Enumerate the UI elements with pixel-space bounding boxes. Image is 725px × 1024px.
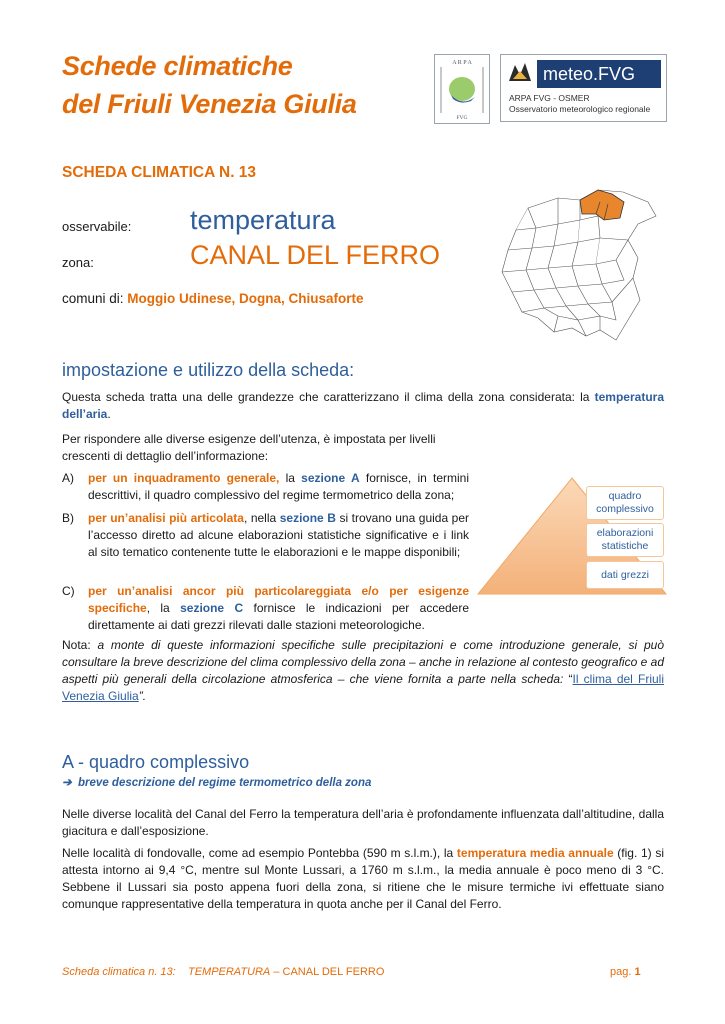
page-label: pag. xyxy=(610,966,635,978)
list-item xyxy=(62,583,469,634)
p2-highlight: temperatura media annuale xyxy=(456,846,614,860)
footer-title xyxy=(62,966,384,978)
zone-label: zona: xyxy=(62,255,94,270)
list-rest: si trovano una guida per l’accesso diretto ad alcune elaborazioni statistiche significative e i link al sito tematico contenente tutte le elaborazioni e le mappe disponibili; xyxy=(88,511,470,559)
scheda-number: SCHEDA CLIMATICA N. 13 xyxy=(62,164,257,181)
meteo-line-1: ARPA FVG - OSMER xyxy=(509,93,590,103)
comuni-line xyxy=(62,291,364,306)
comuni-label: comuni di: xyxy=(62,291,124,306)
list-item xyxy=(62,470,469,504)
section-a-paragraph-2 xyxy=(62,845,664,913)
title-line-1: Schede climatiche xyxy=(62,51,293,81)
list-mid: , la xyxy=(146,601,181,615)
footer-part-3: – CANAL DEL FERRO xyxy=(270,966,385,978)
arpa-letters: A R P A xyxy=(452,60,472,66)
page-number: 1 xyxy=(634,966,641,978)
pyramid-level-2: elaborazioni statistiche xyxy=(586,523,664,557)
list-lead: per un’analisi ancor più particolareggiata e/o per esigenze specifiche xyxy=(88,584,469,615)
list-rest: fornisce, in termini descrittivi, il quadro complessivo del regime termometrico della zona; xyxy=(88,471,470,502)
note-paragraph xyxy=(62,637,664,705)
meteo-line-2: Osservatorio meteorologico regionale xyxy=(509,104,651,114)
note-quote-close: ”. xyxy=(138,689,147,703)
list-item xyxy=(62,510,469,561)
section-a-subheading xyxy=(62,775,371,789)
list-mid: la xyxy=(279,471,302,485)
clima-fvg-link[interactable]: Il clima del Friuli Venezia Giulia xyxy=(62,672,665,703)
note-text: a monte di queste informazioni specifiche sulle precipitazioni e come introduzione generale, si può consultare la breve descrizione del clima complessivo della zona – anche in relazione al contesto geografico e ad aspetti più generali della circolazione atmosferica – che viene fornita a parte nella scheda: xyxy=(62,638,664,686)
note-quote-open: “ xyxy=(568,672,573,686)
list-mid: , nella xyxy=(243,511,280,525)
pyramid-level-3: dati grezzi xyxy=(586,561,664,589)
intro-highlight: temperatura dell’aria xyxy=(62,390,664,421)
page-title xyxy=(62,47,357,123)
arrow-right-icon: ➔ xyxy=(62,777,79,789)
section-a-subheading-text: breve descrizione del regime termometrico della zona xyxy=(78,777,372,789)
list-section: sezione C xyxy=(180,601,244,615)
intro-end: . xyxy=(107,407,111,421)
arpa-logo xyxy=(434,54,490,124)
list-lead: per un’analisi più articolata xyxy=(88,511,244,525)
observable-value: temperatura xyxy=(190,205,336,235)
comuni-value: Moggio Udinese, Dogna, Chiusaforte xyxy=(127,291,364,306)
list-section: sezione A xyxy=(301,471,360,485)
arpa-emblem-icon xyxy=(435,55,489,123)
region-map xyxy=(488,180,663,344)
region-map-icon xyxy=(488,180,663,344)
zone-value: CANAL DEL FERRO xyxy=(190,240,441,270)
p2-end: (fig. 1) si attesta intorno ai 9,4 °C, mentre sul Monte Lussari, a 1760 m s.l.m., la media annuale è poco meno di 3 °C. Sebbene il Lussari sia posto appena fuori della zona, si ritiene che le misure termiche ivi effettuate siano comunque rappresentative della temperatura in quota anche per il Canal del Ferro. xyxy=(62,846,664,911)
p2-start: Nelle località di fondovalle, come ad esempio Pontebba (590 m s.l.m.), la xyxy=(62,846,457,860)
list-marker: C) xyxy=(62,584,75,598)
intro-text: Questa scheda tratta una delle grandezze che caratterizzano il clima della zona considerata: la xyxy=(62,390,595,404)
footer-page xyxy=(610,966,641,978)
section-a-paragraph-1: Nelle diverse località del Canal del Ferro la temperatura dell’aria è profondamente influenzata dall’altitudine, dalla giacitura e dall’esposizione. xyxy=(62,807,664,838)
note-label: Nota: xyxy=(62,638,98,652)
title-line-2: del Friuli Venezia Giulia xyxy=(62,89,357,119)
meteo-brand: meteo.FVG xyxy=(543,64,636,84)
list-rest: fornisce le indicazioni per accedere direttamente ai dati grezzi rilevati dalle stazioni meteorologiche. xyxy=(88,601,470,632)
meteo-emblem-icon xyxy=(501,55,666,121)
levels-paragraph: Per rispondere alle diverse esigenze dell’utenza, è impostata per livelli crescenti di dettaglio dell’informazione: xyxy=(62,432,436,463)
footer-part-2: TEMPERATURA xyxy=(187,966,271,978)
footer-part-1: Scheda climatica n. 13: xyxy=(62,966,176,978)
intro-paragraph xyxy=(62,389,664,423)
list-marker: A) xyxy=(62,471,74,485)
section-heading-impostazione: impostazione e utilizzo della scheda: xyxy=(62,360,355,380)
observable-label: osservabile: xyxy=(62,219,132,234)
section-heading-a: A - quadro complessivo xyxy=(62,752,250,772)
list-lead: per un inquadramento generale, xyxy=(88,471,280,485)
meteo-fvg-logo xyxy=(500,54,667,122)
list-section: sezione B xyxy=(279,511,336,525)
list-marker: B) xyxy=(62,511,74,525)
arpa-bottom: FVG xyxy=(456,115,468,121)
pyramid-level-1: quadro complessivo xyxy=(586,486,664,520)
